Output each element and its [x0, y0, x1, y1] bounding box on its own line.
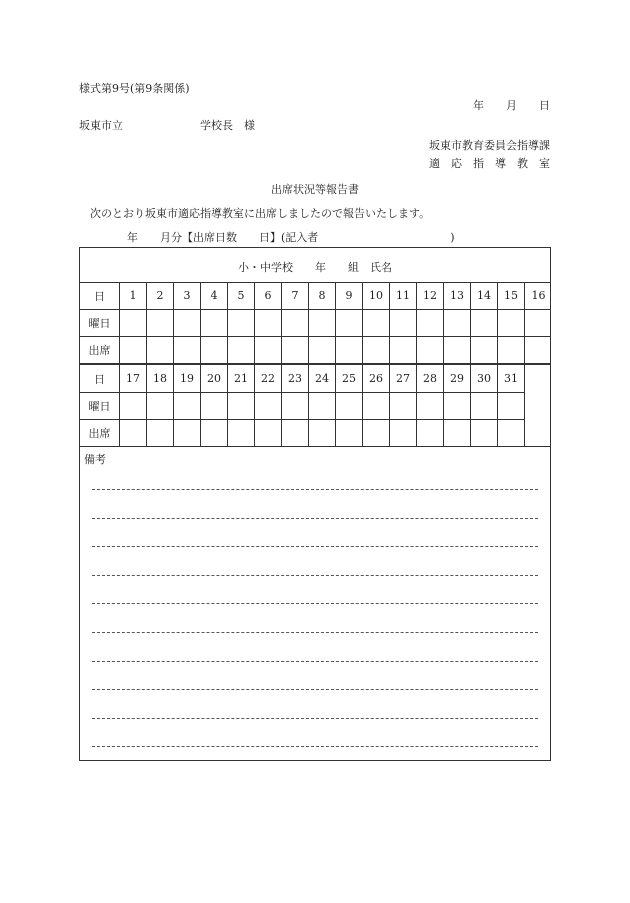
date-line: 年 月 日 [473, 99, 550, 112]
weekday-cell[interactable] [255, 309, 282, 336]
day-number-cell: 5 [228, 282, 255, 309]
remarks-line[interactable] [92, 575, 538, 576]
attendance-cell[interactable] [363, 419, 390, 446]
day-number-cell: 20 [201, 365, 228, 392]
row-label-day: 日 [80, 365, 120, 392]
day-number-cell: 18 [147, 365, 174, 392]
attendance-cell[interactable] [498, 419, 525, 446]
row-label-day: 日 [80, 282, 120, 309]
row-label-weekday: 曜日 [80, 309, 120, 336]
attendance-cell[interactable] [255, 419, 282, 446]
issuer-line-2: 適 応 指 導 教 室 [429, 157, 550, 170]
weekday-cell[interactable] [201, 309, 228, 336]
remarks-line[interactable] [92, 632, 538, 633]
attendance-cell[interactable] [417, 419, 444, 446]
attendance-cell[interactable] [201, 336, 228, 363]
weekday-cell[interactable] [444, 309, 471, 336]
day-number-cell: 31 [498, 365, 525, 392]
day-number-cell: 6 [255, 282, 282, 309]
remarks-line[interactable] [92, 489, 538, 490]
intro-text: 次のとおり坂東市適応指導教室に出席しましたので報告いたします。 [90, 207, 431, 220]
attendance-row [80, 336, 552, 363]
day-number-cell: 25 [336, 365, 363, 392]
day-number-cell: 1 [120, 282, 147, 309]
attendance-cell[interactable] [147, 419, 174, 446]
attendance-cell[interactable] [228, 419, 255, 446]
issuer-line-1: 坂東市教育委員会指導課 [429, 139, 550, 152]
attendance-cell[interactable] [336, 419, 363, 446]
attendance-cell[interactable] [309, 419, 336, 446]
student-header-row [80, 248, 550, 283]
row-label-weekday: 曜日 [80, 392, 120, 419]
weekday-cell[interactable] [147, 309, 174, 336]
attendance-cell[interactable] [390, 336, 417, 363]
weekday-cell[interactable] [336, 309, 363, 336]
weekday-cell[interactable] [417, 392, 444, 419]
day-number-cell: 10 [363, 282, 390, 309]
day-number-cell: 22 [255, 365, 282, 392]
day-number-cell: 23 [282, 365, 309, 392]
weekday-cell[interactable] [120, 309, 147, 336]
weekday-cell[interactable] [363, 392, 390, 419]
attendance-cell[interactable] [363, 336, 390, 363]
weekday-cell[interactable] [471, 309, 498, 336]
day-number-cell: 24 [309, 365, 336, 392]
day-row [80, 282, 552, 309]
weekday-cell[interactable] [309, 309, 336, 336]
day-number-cell: 21 [228, 365, 255, 392]
attendance-cell[interactable] [525, 336, 552, 363]
weekday-cell[interactable] [120, 392, 147, 419]
attendance-cell[interactable] [201, 419, 228, 446]
day-number-cell: 14 [471, 282, 498, 309]
row-label-attendance: 出席 [80, 419, 120, 446]
weekday-cell[interactable] [282, 309, 309, 336]
day-number-cell: 12 [417, 282, 444, 309]
day-number-cell: 28 [417, 365, 444, 392]
page-title: 出席状況等報告書 [271, 183, 359, 196]
attendance-cell[interactable] [282, 419, 309, 446]
day-number-cell: 11 [390, 282, 417, 309]
weekday-cell[interactable] [255, 392, 282, 419]
remarks-line[interactable] [92, 546, 538, 547]
weekday-cell[interactable] [363, 309, 390, 336]
day-number-cell: 30 [471, 365, 498, 392]
day-number-cell: 13 [444, 282, 471, 309]
remarks-label: 備考 [84, 453, 106, 466]
weekday-cell[interactable] [390, 309, 417, 336]
attendance-cell[interactable] [147, 336, 174, 363]
attendance-cell[interactable] [228, 336, 255, 363]
day-number-cell: 8 [309, 282, 336, 309]
weekday-cell[interactable] [228, 392, 255, 419]
day-number-cell: 9 [336, 282, 363, 309]
day-number-cell: 15 [498, 282, 525, 309]
weekday-cell[interactable] [498, 309, 525, 336]
remarks-box [79, 446, 551, 761]
remarks-line[interactable] [92, 661, 538, 662]
weekday-row [80, 309, 552, 336]
remarks-line[interactable] [92, 746, 538, 747]
weekday-cell[interactable] [282, 392, 309, 419]
day-number-cell: 26 [363, 365, 390, 392]
attendance-cell[interactable] [471, 336, 498, 363]
weekday-cell[interactable] [309, 392, 336, 419]
day-row [80, 365, 525, 392]
attendance-cell[interactable] [444, 336, 471, 363]
remarks-line[interactable] [92, 518, 538, 519]
weekday-cell[interactable] [471, 392, 498, 419]
weekday-cell[interactable] [336, 392, 363, 419]
attendance-cell[interactable] [498, 336, 525, 363]
attendance-cell[interactable] [309, 336, 336, 363]
attendance-cell[interactable] [174, 419, 201, 446]
weekday-cell[interactable] [147, 392, 174, 419]
attendance-cell[interactable] [120, 419, 147, 446]
row-label-attendance: 出席 [80, 336, 120, 363]
attendance-cell[interactable] [471, 419, 498, 446]
day-number-cell: 3 [174, 282, 201, 309]
attendance-grid [79, 247, 551, 447]
attendance-cell[interactable] [282, 336, 309, 363]
weekday-cell[interactable] [525, 309, 552, 336]
weekday-cell[interactable] [417, 309, 444, 336]
form-number: 様式第9号(第9条関係) [79, 82, 190, 95]
weekday-cell[interactable] [390, 392, 417, 419]
attendance-cell[interactable] [390, 419, 417, 446]
day-number-cell: 29 [444, 365, 471, 392]
weekday-cell[interactable] [174, 309, 201, 336]
remarks-line[interactable] [92, 603, 538, 604]
day-number-cell: 7 [282, 282, 309, 309]
day-number-cell: 16 [531, 289, 546, 302]
attendance-cell[interactable] [336, 336, 363, 363]
day-number-cell: 19 [174, 365, 201, 392]
remarks-line[interactable] [92, 718, 538, 719]
attendance-row [80, 419, 525, 446]
school-line: 坂東市立 学校長 様 [79, 119, 255, 132]
summary-line: 年 月分【出席日数 日】(記入者 ) [127, 231, 455, 244]
student-header: 小・中学校 年 組 氏名 [238, 261, 392, 274]
attendance-cell[interactable] [417, 336, 444, 363]
attendance-cell[interactable] [444, 419, 471, 446]
weekday-cell[interactable] [498, 392, 525, 419]
attendance-cell[interactable] [255, 336, 282, 363]
remarks-line[interactable] [92, 689, 538, 690]
day-number-cell: 4 [201, 282, 228, 309]
day-number-cell: 27 [390, 365, 417, 392]
weekday-cell[interactable] [174, 392, 201, 419]
weekday-cell[interactable] [201, 392, 228, 419]
attendance-cell[interactable] [120, 336, 147, 363]
day-number-cell: 17 [120, 365, 147, 392]
weekday-row [80, 392, 525, 419]
weekday-cell[interactable] [444, 392, 471, 419]
attendance-cell[interactable] [174, 336, 201, 363]
day-number-cell: 2 [147, 282, 174, 309]
weekday-cell[interactable] [228, 309, 255, 336]
